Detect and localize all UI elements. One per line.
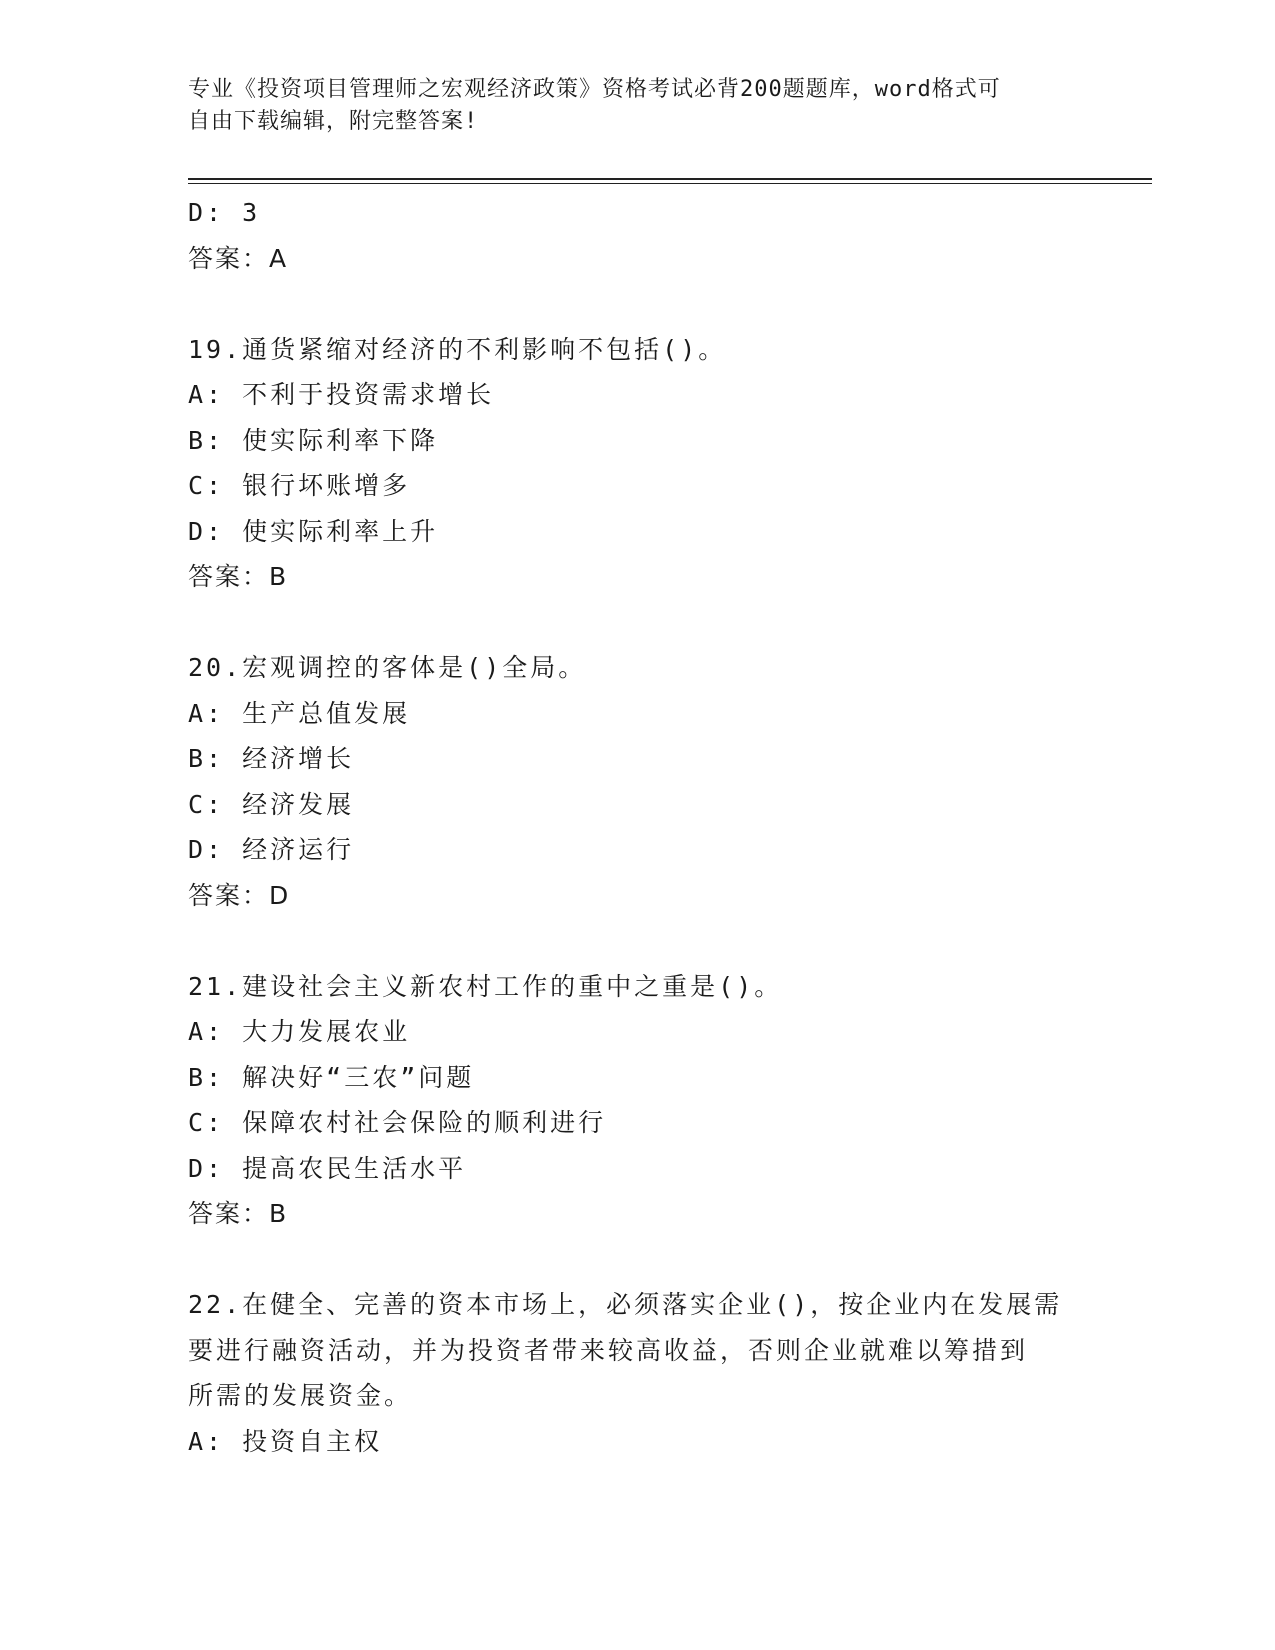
question-stem: 21.建设社会主义新农村工作的重中之重是()。	[188, 971, 783, 1001]
header-title-line-2: 自由下载编辑，附完整答案!	[188, 109, 479, 134]
option-c: C: 银行坏账增多	[188, 471, 411, 500]
question-stem: 20.宏观调控的客体是()全局。	[188, 653, 587, 682]
option-a: A: 不利于投资需求增长	[188, 380, 495, 409]
option-d: D: 提高农民生活水平	[188, 1153, 467, 1183]
question-stem-line-1: 22.在健全、完善的资本市场上，必须落实企业()，按企业内在发展需	[188, 1290, 1063, 1319]
header-title-line-1: 专业《投资项目管理师之宏观经济政策》资格考试必背200题题库，word格式可	[188, 77, 1001, 102]
answer-line: 答案：B	[188, 1199, 289, 1228]
option-b: B: 经济增长	[188, 744, 355, 773]
header-divider-thin	[188, 183, 1152, 184]
answer-line: 答案：D	[188, 880, 291, 910]
option-a: A: 生产总值发展	[188, 698, 411, 728]
question-22	[188, 1282, 1088, 1464]
question-list	[188, 190, 1088, 1464]
option-c: C: 经济发展	[188, 789, 355, 819]
spacer	[188, 600, 1088, 646]
option-a: A: 投资自主权	[188, 1426, 383, 1456]
document-header	[188, 74, 1088, 138]
option-d: D: 经济运行	[188, 835, 355, 864]
option-b: B: 使实际利率下降	[188, 425, 439, 455]
option-b: B: 解决好“三农”问题	[188, 1062, 475, 1092]
option-d: D: 3	[188, 198, 261, 227]
question-20	[188, 645, 1088, 918]
question-stem: 19.通货紧缩对经济的不利影响不包括()。	[188, 334, 727, 364]
spacer	[188, 281, 1088, 327]
question-19	[188, 327, 1088, 600]
header-divider-thick	[188, 178, 1152, 180]
question-21	[188, 964, 1088, 1237]
answer-line: 答案：B	[188, 562, 289, 591]
spacer	[188, 918, 1088, 964]
option-c: C: 保障农村社会保险的顺利进行	[188, 1108, 607, 1137]
answer-line: 答案：A	[188, 243, 289, 273]
question-stem-line-3: 所需的发展资金。	[188, 1381, 413, 1410]
question-18-tail	[188, 190, 1088, 281]
question-stem-line-2: 要进行融资活动，并为投资者带来较高收益，否则企业就难以筹措到	[188, 1335, 1029, 1365]
option-a: A: 大力发展农业	[188, 1017, 411, 1046]
spacer	[188, 1237, 1088, 1283]
option-d: D: 使实际利率上升	[188, 516, 439, 546]
